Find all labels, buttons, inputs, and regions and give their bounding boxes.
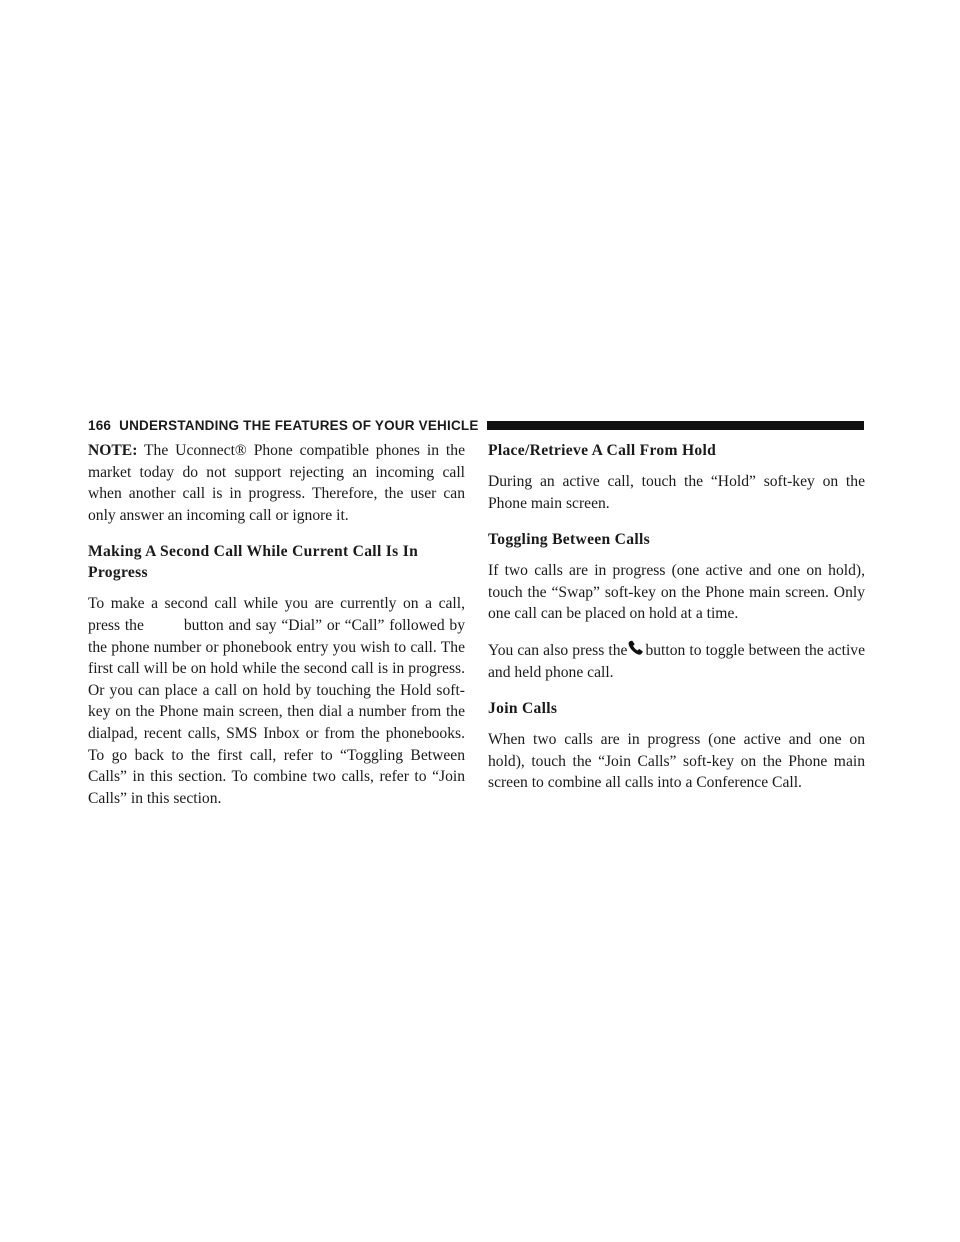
- note-label: NOTE:: [88, 442, 138, 459]
- header-rule: [487, 421, 864, 430]
- note-paragraph: [88, 440, 465, 526]
- section-title: UNDERSTANDING THE FEATURES OF YOUR VEHICLE: [119, 417, 479, 433]
- toggle-text-end: button to toggle between the active and held phone call.: [488, 641, 865, 681]
- join-calls-paragraph: When two calls are in progress (one active and one on hold), touch the “Join Calls” soft-key on the Phone main screen to combine all calls into a Conference Call.: [488, 731, 865, 792]
- phone-icon: [627, 640, 645, 656]
- toggle-button-paragraph: [488, 640, 865, 683]
- left-column: [88, 440, 465, 824]
- note-text: The Uconnect® Phone compatible phones in the market today do not support rejecting an incoming call when another call is in progress. Therefore, the user can only answer an incoming call or ignore it.: [88, 442, 465, 524]
- heading-toggling: Toggling Between Calls: [488, 531, 650, 549]
- page-header: [88, 415, 864, 435]
- page-number: 166: [88, 417, 112, 433]
- heading-second-call: Making A Second Call While Current Call Is In Progress: [88, 543, 419, 582]
- second-call-text-start: To make a second call while you are currently on a call, press the: [88, 595, 465, 634]
- hold-paragraph: During an active call, touch the “Hold” soft-key on the Phone main screen.: [488, 473, 865, 512]
- right-column: [488, 440, 865, 809]
- toggle-text-start: You can also press the: [488, 641, 628, 659]
- heading-join-calls: Join Calls: [488, 700, 558, 718]
- second-call-paragraph: [88, 593, 465, 809]
- toggling-paragraph: If two calls are in progress (one active and one on hold), touch the “Swap” soft-key on the Phone main screen. Only one call can be placed on hold at a time.: [488, 562, 865, 623]
- heading-hold: Place/Retrieve A Call From Hold: [488, 442, 717, 459]
- second-call-text-end: button and say “Dial” or “Call” followed by the phone number or phonebook entry you wish to call. The first call will be on hold while the second call is in progress. Or you can place a call on hold by touching the Hold soft-key on the Phone main screen, then dial a number from the dialpad, recent calls, SMS Inbox or from the phonebooks. To go back to the first call, refer to “Toggling Between Calls” in this section. To combine two calls, refer to “Join Calls” in this section.: [88, 616, 465, 807]
